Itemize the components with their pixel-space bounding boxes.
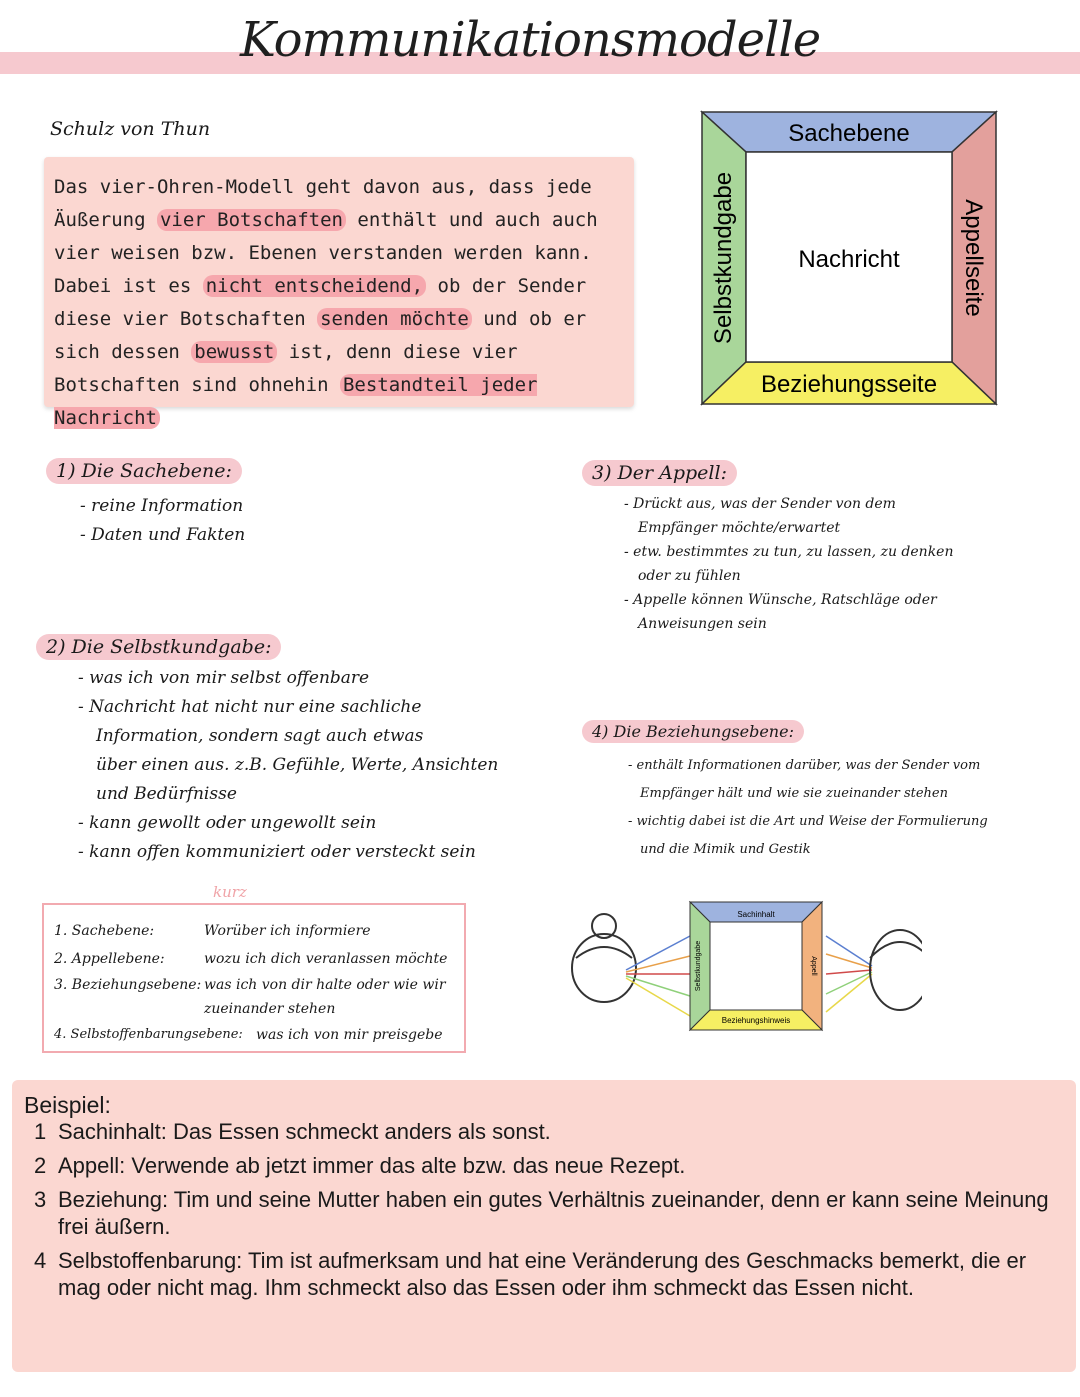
list-item: - Appelle können Wünsche, Ratschläge oder	[624, 592, 937, 608]
summary-value: Worüber ich informiere	[204, 923, 371, 939]
highlighted-phrase: nicht entscheidend,	[203, 275, 426, 297]
summary-key: 1. Sachebene:	[54, 923, 155, 939]
example-text: Appell: Verwende ab jetzt immer das alte bzw. das neue Rezept.	[58, 1153, 686, 1178]
kurz-label: kurz	[213, 883, 247, 901]
list-item: über einen aus. z.B. Gefühle, Werte, Ansichten	[96, 755, 499, 775]
intro-phrase: und ob er sich dessen	[54, 308, 587, 363]
example-item	[34, 1186, 1064, 1240]
intro-phrase: ist, denn diese vier Botschaften sind ohnehin	[54, 341, 518, 396]
summary-value: zueinander stehen	[204, 1001, 336, 1017]
list-item: - kann gewollt oder ungewollt sein	[78, 813, 377, 833]
list-item: - Drückt aus, was der Sender von dem	[624, 496, 896, 512]
example-number: 4	[34, 1248, 47, 1273]
summary-key: 3. Beziehungsebene:	[54, 977, 202, 993]
list-item: und die Mimik und Gestik	[640, 842, 811, 857]
list-item: - Nachricht hat nicht nur eine sachliche	[78, 697, 422, 717]
list-item: - enthält Informationen darüber, was der Sender vom	[628, 758, 981, 773]
intro-phrase: Das vier-Ohren-Modell geht davon aus, dass jede Äußerung	[54, 176, 592, 231]
square-center-label: Nachricht	[798, 246, 900, 273]
section-1-list	[80, 492, 245, 550]
section-3-list	[624, 492, 953, 636]
section-2-list	[78, 664, 498, 867]
four-sides-diagram	[700, 110, 998, 406]
example-item	[34, 1247, 1064, 1301]
list-item: - etw. bestimmtes zu tun, zu lassen, zu denken	[624, 544, 954, 560]
highlighted-phrase: vier Botschaften	[157, 209, 346, 231]
example-item	[34, 1118, 1064, 1145]
sender-receiver-diagram	[566, 896, 922, 1046]
section-2-title: 2) Die Selbstkundgabe:	[36, 634, 281, 660]
example-number: 2	[34, 1153, 47, 1178]
small-top-label: Sachinhalt	[737, 910, 775, 919]
example-item	[34, 1152, 1064, 1179]
square-right-label: Appellseite	[960, 199, 987, 317]
section-1-head	[46, 460, 242, 482]
section-3-head	[582, 462, 737, 484]
author-label: Schulz von Thun	[50, 118, 211, 140]
page-title: Kommunikationsmodelle	[240, 12, 821, 68]
example-text: Sachinhalt: Das Essen schmeckt anders als sonst.	[58, 1119, 551, 1144]
summary-key: 4. Selbstoffenbarungsebene:	[54, 1027, 243, 1042]
intro-phrase: ob der Sender diese vier Botschaften	[54, 275, 587, 330]
section-4-title: 4) Die Beziehungsebene:	[582, 720, 804, 743]
small-left-label: Selbstkundgabe	[695, 940, 702, 992]
section-2-head	[36, 636, 281, 658]
list-item: - kann offen kommuniziert oder versteckt sein	[78, 842, 476, 862]
sender-icon	[572, 914, 636, 1002]
intro-box	[44, 157, 634, 429]
summary-key: 2. Appellebene:	[54, 951, 165, 967]
example-text: Beziehung: Tim und seine Mutter haben ein gutes Verhältnis zueinander, denn er kann seine Meinung frei äußern.	[58, 1187, 1049, 1239]
summary-box	[42, 903, 466, 1053]
example-number: 3	[34, 1187, 47, 1212]
list-item: Anweisungen sein	[638, 616, 767, 632]
list-item: - was ich von mir selbst offenbare	[78, 668, 370, 688]
highlighted-phrase: senden möchte	[317, 308, 472, 330]
example-title: Beispiel:	[24, 1092, 111, 1118]
square-bottom-label: Beziehungsseite	[760, 371, 938, 398]
highlighted-phrase: Bestandteil jeder Nachricht	[54, 374, 538, 429]
square-left-label: Selbstkundgabe	[710, 171, 737, 345]
list-item: Empfänger hält und wie sie zueinander stehen	[640, 786, 948, 801]
section-4-list	[628, 752, 988, 864]
receiver-arrows	[826, 936, 872, 1012]
highlighted-phrase: bewusst	[191, 341, 277, 363]
list-item: Empfänger möchte/erwartet	[638, 520, 841, 536]
intro-text	[54, 171, 629, 435]
list-item: oder zu fühlen	[638, 568, 741, 584]
small-bottom-label: Beziehungshinweis	[721, 1016, 791, 1025]
section-1-title: 1) Die Sachebene:	[46, 458, 242, 484]
square-top-label: Sachebene	[788, 120, 910, 147]
list-item: - wichtig dabei ist die Art und Weise der Formulierung	[628, 814, 988, 829]
summary-value: was ich von mir preisgebe	[256, 1027, 443, 1043]
section-4-head	[582, 722, 804, 741]
list-item: - Daten und Fakten	[80, 525, 246, 545]
intro-phrase: enthält und auch auch vier weisen bzw. Ebenen verstanden werden kann. Dabei ist es	[54, 209, 598, 297]
summary-value: was ich von dir halte oder wie wir	[204, 977, 446, 993]
list-item: Information, sondern sagt auch etwas	[96, 726, 424, 746]
small-right-label: Appell	[810, 956, 817, 976]
summary-value: wozu ich dich veranlassen möchte	[204, 951, 448, 967]
section-3-title: 3) Der Appell:	[582, 460, 737, 486]
example-text: Selbstoffenbarung: Tim ist aufmerksam und hat eine Veränderung des Geschmacks bemerkt, die er mag oder nicht mag. Ihm schmeckt also das Essen oder ihm schmeckt das Essen nicht.	[58, 1248, 1027, 1300]
list-item: und Bedürfnisse	[96, 784, 237, 804]
list-item: - reine Information	[80, 496, 244, 516]
receiver-icon	[870, 930, 922, 1010]
example-number: 1	[34, 1119, 47, 1144]
